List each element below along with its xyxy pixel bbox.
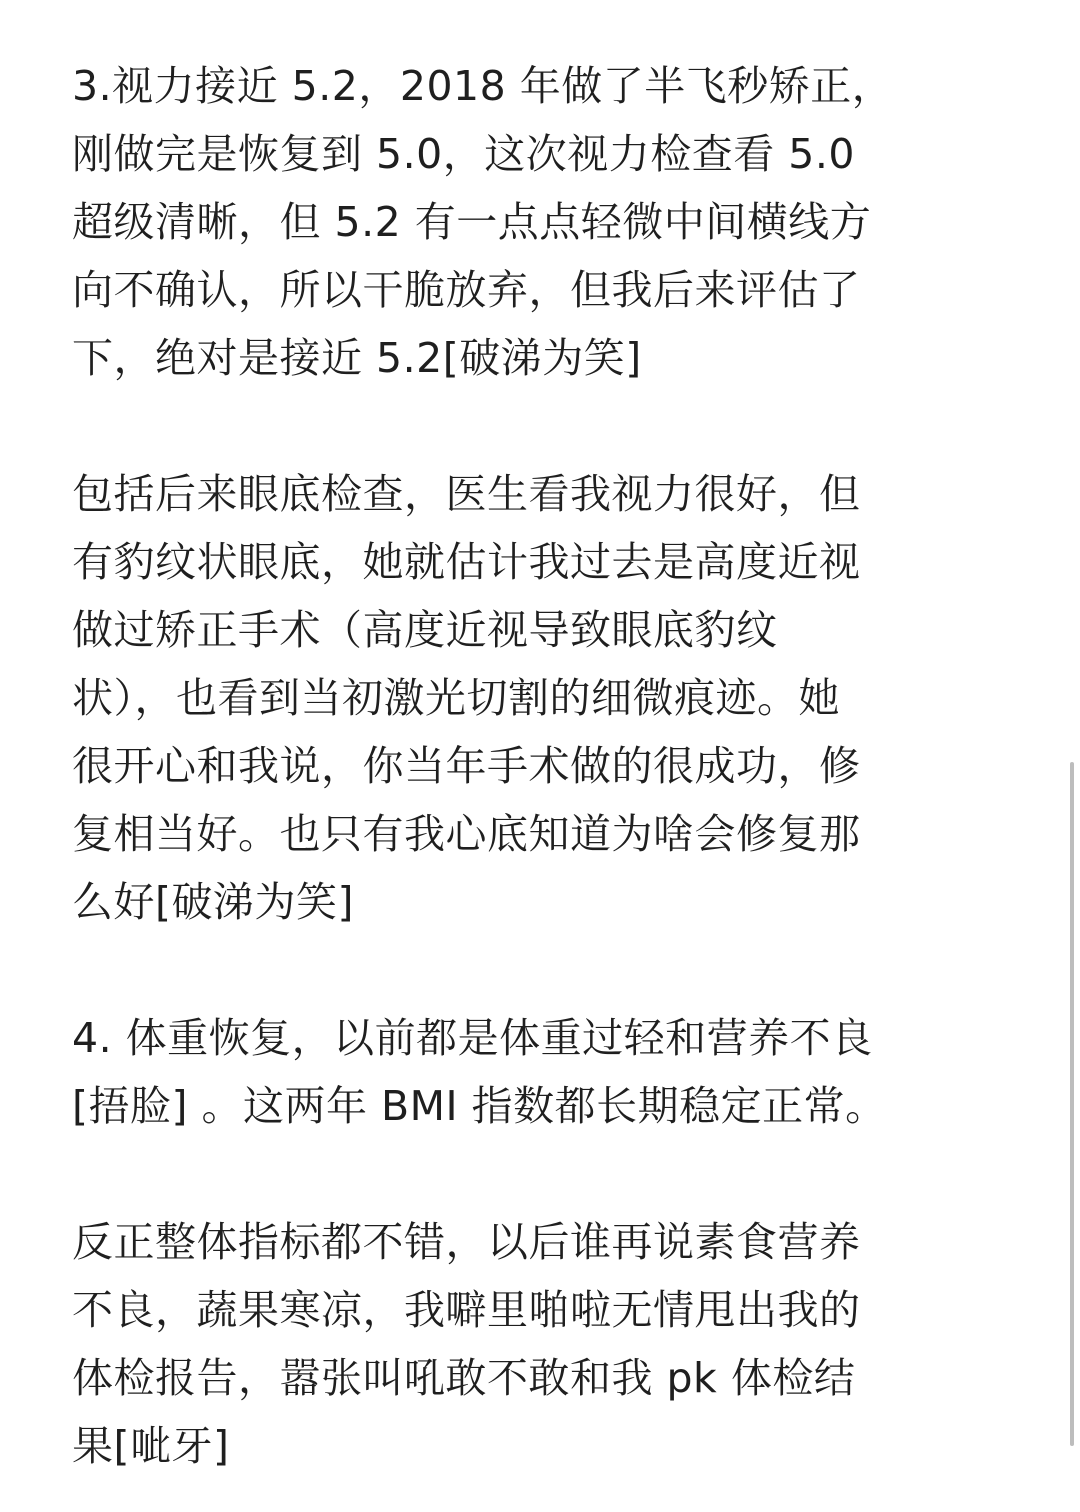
post-text-body — [72, 52, 1022, 1480]
paragraph-gap — [72, 1140, 1022, 1208]
text-line: 么好[破涕为笑] — [72, 878, 354, 926]
text-line: 复相当好。也只有我心底知道为啥会修复那 — [72, 810, 861, 858]
text-line: 很开心和我说，你当年手术做的很成功，修 — [72, 742, 861, 790]
paragraph-gap — [72, 392, 1022, 460]
paragraph-gap — [72, 936, 1022, 1004]
text-line: 体检报告，嚣张叫吼敢不敢和我 pk 体检结 — [72, 1354, 856, 1402]
text-line: 刚做完是恢复到 5.0，这次视力检查看 5.0 — [72, 130, 855, 178]
text-line: 向不确认，所以干脆放弃，但我后来评估了 — [72, 266, 861, 314]
text-line: 果[呲牙] — [72, 1422, 230, 1470]
text-line: 下，绝对是接近 5.2[破涕为笑] — [72, 334, 642, 382]
text-line: 3.视力接近 5.2，2018 年做了半飞秒矫正， — [72, 62, 894, 110]
paragraph-weight — [72, 1004, 1022, 1140]
text-line: 超级清晰，但 5.2 有一点点轻微中间横线方 — [72, 198, 872, 246]
paragraph-summary — [72, 1208, 1022, 1480]
text-line: 反正整体指标都不错，以后谁再说素食营养 — [72, 1218, 861, 1266]
text-line: 4. 体重恢复，以前都是体重过轻和营养不良 — [72, 1014, 873, 1062]
paragraph-vision — [72, 52, 1022, 392]
vertical-scrollbar[interactable] — [1070, 762, 1074, 1446]
text-line: 做过矫正手术（高度近视导致眼底豹纹 — [72, 606, 778, 654]
text-line: 不良，蔬果寒凉，我噼里啪啦无情甩出我的 — [72, 1286, 861, 1334]
text-line: 状），也看到当初激光切割的细微痕迹。她 — [72, 674, 840, 722]
text-line: 有豹纹状眼底，她就估计我过去是高度近视 — [72, 538, 861, 586]
text-line: [捂脸] 。这两年 BMI 指数都长期稳定正常。 — [72, 1082, 887, 1130]
paragraph-fundus — [72, 460, 1022, 936]
text-line: 包括后来眼底检查，医生看我视力很好，但 — [72, 470, 861, 518]
